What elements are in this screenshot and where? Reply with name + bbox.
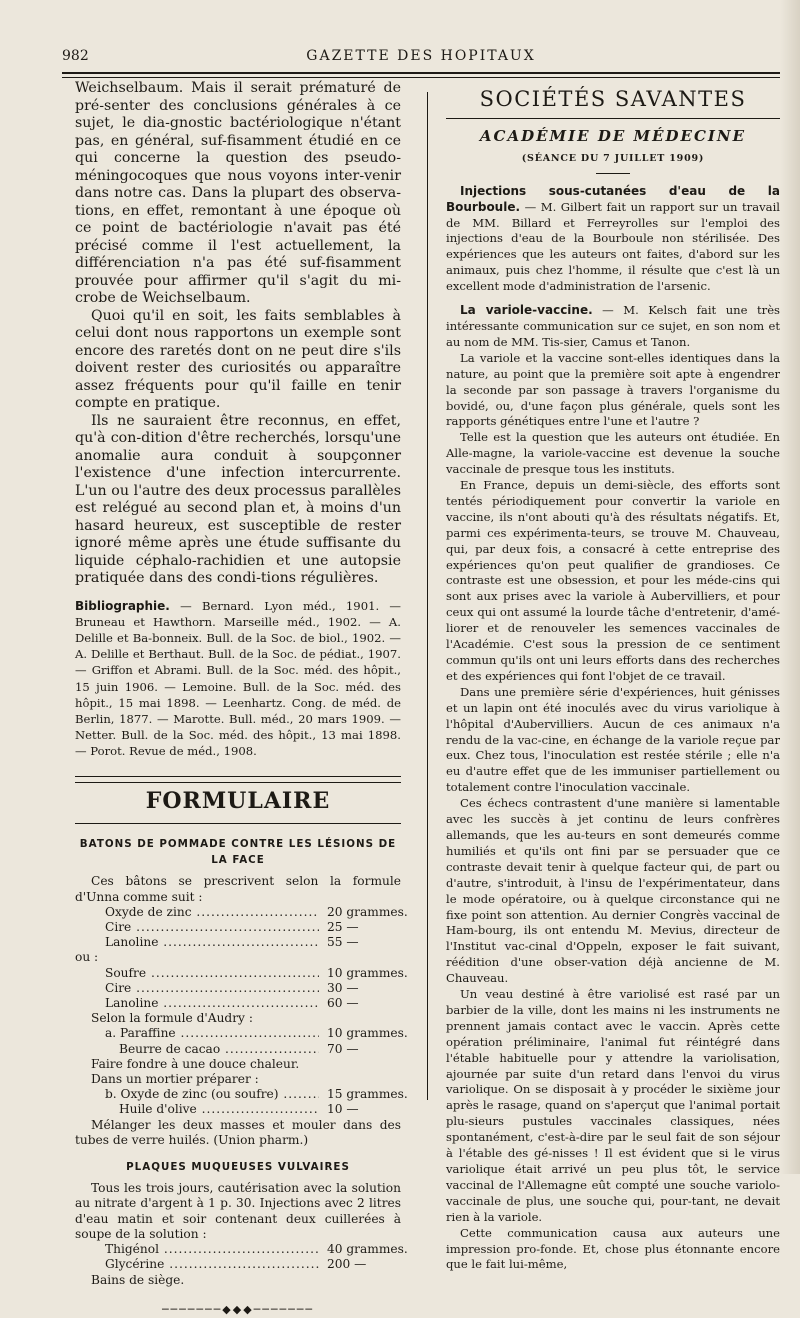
- ingredient-row: [75, 1242, 408, 1257]
- ingredient-row: [75, 920, 401, 935]
- societes-title: SOCIÉTÉS SAVANTES: [479, 87, 747, 111]
- header-rule-thin: [62, 77, 780, 78]
- ingredient-name: Glycérine .....: [105, 1257, 319, 1272]
- ingredient-qty: 30 —: [327, 980, 359, 995]
- short-rule: [596, 173, 630, 174]
- header-rule-thick: [62, 72, 780, 74]
- ingredient-row: [75, 935, 401, 950]
- ingredient-name: b. Oxyde de zinc (ou soufre) .....: [105, 1087, 319, 1102]
- running-title: GAZETTE DES HOPITAUX: [306, 48, 536, 64]
- paragraph-heading: Injections sous-cutanées d'eau de la Bourboule.: [446, 183, 780, 214]
- instruction: Mélanger les deux masses et mouler dans des tubes de verre huilés. (Union pharm.): [75, 1117, 401, 1147]
- ingredient-name: Lanoline .....: [105, 996, 319, 1011]
- paragraph: Ils ne sauraient être reconnus, en effet, qu'à con-dition d'être recherchés, lorsqu'une anomalie aura conduit à soupçonner l'existence d'une infection intercurrente. L'un ou l'autre des deux processus parallèles est relégué au second plan et, à moins d'un hasard heureux, est susceptible de rester ignoré même après une étude suffisante du liquide céphalo-rachidien et une autopsie pratiquée dans des condi-tions régulières.: [75, 412, 401, 586]
- paragraph: Telle est la question que les auteurs ont étudiée. En Alle-magne, la variole-vaccine est devenue la souche vaccinale de presque tous les instituts.: [446, 430, 780, 477]
- ingredient-row: [75, 904, 408, 920]
- ingredient-qty: 200 —: [327, 1257, 367, 1272]
- bibliography: [75, 598, 401, 760]
- ingredient-row: [75, 1087, 408, 1102]
- page-number: 982: [62, 48, 89, 64]
- page-header: [62, 44, 780, 68]
- ingredient-qty: 15 grammes.: [327, 1087, 408, 1102]
- ingredient-name: Cire .....: [105, 981, 319, 996]
- ingredient-qty: 60 —: [327, 996, 359, 1011]
- batons-heading: BATONS DE POMMADE CONTRE LES LÉSIONS DE LA FACE: [79, 837, 397, 867]
- paragraph: [446, 184, 780, 295]
- bibliography-label: Bibliographie.: [75, 598, 170, 613]
- ingredient-row: [75, 1026, 408, 1041]
- ingredient-name: Cire .....: [105, 920, 319, 935]
- paragraph: Quoi qu'il en soit, les faits semblables à celui dont nous rapportons un exemple sont encore des raretés dont on ne peut dire s'ils doivent rester des curiosités ou apparaître assez fréquents pour qu'il faille en tenir compte en pratique.: [75, 307, 401, 411]
- societes-rule: [446, 118, 780, 119]
- academy-title: ACADÉMIE DE MÉDECINE: [479, 126, 747, 145]
- paragraph: Weichselbaum. Mais il serait prématuré de pré-senter des conclusions générales à ce sujet, le dia-gnostic bactériologique n'étant pas, en général, suf-fisamment étudié en ce qui concerne la question des pseudo-méningocoques que nous voyons inter-venir dans notre cas. Dans la plupart des observa-tions, en effet, remontant à une époque où ce point de bactériologie n'avait pas été précisé comme il l'est actuellement, la différenciation n'a pas été suf-fisamment prouvée pour affirmer qu'il s'agit du mi-crobe de Weichselbaum.: [75, 80, 401, 306]
- column-divider: [427, 92, 428, 1100]
- instruction: Tous les trois jours, cautérisation avec la solution au nitrate d'argent à 1 p. 30. Injections avec 2 litres d'eau matin et soir contenant deux cuillerées à soupe de la solution :: [75, 1181, 401, 1241]
- ingredient-qty: 10 grammes.: [327, 965, 408, 980]
- ornament-divider: ───────◆◆◆───────: [161, 1302, 315, 1316]
- paragraph-heading: La variole-vaccine.: [460, 303, 593, 318]
- ingredient-qty: 10 —: [327, 1102, 359, 1117]
- ingredient-row: [75, 1257, 401, 1272]
- right-column: [446, 87, 781, 1273]
- ingredient-row: [75, 1102, 401, 1117]
- recipe-intro: Ces bâtons se prescrivent selon la formule d'Unna comme suit :: [75, 874, 401, 904]
- paragraph: La variole et la vaccine sont-elles identiques dans la nature, au point que la première soit apte à engendrer la seconde par son passage à travers l'organisme du bovidé, ou, d'une façon plus générale, quels sont les rapports génétiques entre l'une et l'autre ?: [446, 350, 780, 429]
- ingredient-name: Soufre .....: [105, 966, 319, 981]
- ingredient-name: Huile d'olive .....: [119, 1102, 319, 1117]
- ingredient-name: Lanoline .....: [105, 935, 319, 950]
- bibliography-text: — Bernard. Lyon méd., 1901. — Bruneau et Hawthorn. Marseille méd., 1902. — A. Delille et Ba-bonneix. Bull. de la Soc. de biol., 1902. — A. Delille et Berthaut. Bull. de la Soc. de pédiat., 1907. — Griffon et Abrami. Bull. de la Soc. méd. des hôpit., 15 juin 1906. — Lemoine. Bull. de la Soc. méd. des hôpit., 15 mai 1898. — Leenhartz. Cong. de méd. de Berlin, 1877. — Marotte. Bull. méd., 20 mars 1909. — Netter. Bull. de la Soc. méd. des hôpit., 13 mai 1898. — Porot. Revue de méd., 1908.: [75, 598, 401, 759]
- paragraph: [446, 303, 780, 351]
- ingredient-row: [75, 981, 401, 996]
- paragraph: Cette communication causa aux auteurs une impression pro-fonde. Et, chose plus étonnante encore que le fait lui-même,: [446, 1225, 780, 1272]
- ingredient-qty: 40 grammes.: [327, 1242, 408, 1257]
- plaques-heading: PLAQUES MUQUEUSES VULVAIRES: [126, 1161, 350, 1174]
- recipe-intro: Selon la formule d'Audry :: [91, 1011, 253, 1026]
- left-column: [75, 80, 408, 1318]
- paragraph: Dans une première série d'expériences, huit génisses et un lapin ont été inoculés avec du virus variolique à l'hôpital d'Aubervilliers. Aucun de ces animaux n'a rendu de la vac-cine, en échange de la variole reçue par eux. Chez tous, l'inoculation est restée stérile ; elle n'a eu d'autre effet que de les immuniser partiellement ou totalement contre l'inoculation vaccinale.: [446, 684, 780, 795]
- paragraph-text: — M. Gilbert fait un rapport sur un travail de MM. Billard et Ferreyrolles sur l'emploi des injections d'eau de la Bourboule non stérilisée. Des expériences que les auteurs ont faites, d'abord sur les animaux, puis chez l'homme, il résulte que c'est là un excellent mode d'administration de l'arsenic.: [446, 199, 780, 294]
- ingredient-row: [75, 965, 408, 981]
- instruction: Dans un mortier préparer :: [91, 1072, 259, 1087]
- ingredient-qty: 70 —: [327, 1041, 359, 1056]
- paragraph: Ces échecs contrastent d'une manière si lamentable avec les succès à jet continu de leurs confrères allemands, que les au-teurs en sont demeurés comme humiliés et qu'ils ont fini par se persuader que ce contraste devait tenir à quelque facteur qui, de part ou d'autre, s'introduit, à l'insu de l'expérimentateur, dans le mode opératoire, ou à quelque circonstance qui ne fixe point son attention. Au dernier Congrès vaccinal de Ham-bourg, ils ont entendu M. Mevius, directeur de l'Institut vac-cinal d'Oppeln, exposer le fait suivant, réédition d'une obser-vation déjà ancienne de M. Chauveau.: [446, 796, 780, 986]
- article-body: [75, 80, 401, 588]
- formulaire-rule: [75, 823, 401, 824]
- ingredient-qty: 20 grammes.: [327, 904, 408, 919]
- ingredient-row: [75, 996, 401, 1011]
- paragraph: Un veau destiné à être variolisé est rasé par un barbier de la ville, dont les mains ni les instruments ne prennent jamais contact avec le vaccin. Après cette opération préliminaire, l'animal fut réintégré dans l'étable habituelle pour y attendre la variolisation, ajournée par suite d'un retard dans l'envoi du virus variolique. On se disposait à y procéder le sixième jour après le rasage, quand on s'aperçut que l'animal portait plu-sieurs pustules vaccinales classiques, nées spontanément, c'est-à-dire par le seul fait de son séjour à l'étable des gé-nisses ! Il est évident que si le virus variolique était arrivé un peu plus tôt, le service vaccinal de l'Allemagne eût compté une souche variolo-vaccinale de plus, une souche qui, pour-tant, ne devait rien à la variole.: [446, 987, 780, 1224]
- recipe-ou: ou :: [75, 950, 99, 965]
- ingredient-qty: 55 —: [327, 935, 359, 950]
- formulaire-recipes: [75, 874, 408, 1287]
- ingredient-qty: 25 —: [327, 920, 359, 935]
- instruction: Faire fondre à une douce chaleur.: [91, 1056, 300, 1071]
- ingredient-row: [75, 1042, 401, 1057]
- paragraph: En France, depuis un demi-siècle, des efforts sont tentés périodiquement pour convertir la variole en vaccine, ils n'ont abouti qu'à des résultats négatifs. Et, parmi ces expérimenta-teurs, se trouve M. Chauveau, qui, par deux fois, a consacré à cette entreprise des expériences qu'on peut qualifier de grandioses. Ce contraste est une obsession, et pour les méde-cins qui sont aux prises avec la variole à Aubervilliers, et pour ceux qui ont assumé la lourde tâche d'entretenir, d'amé-liorer et de renouveler les semences vaccinales de l'Académie. C'est sous la pression de ce sentiment commun qu'ils ont uni leurs efforts dans des recherches et des expériences qui font l'objet de ce travail.: [446, 478, 780, 683]
- ingredient-name: Thigénol .....: [105, 1242, 319, 1257]
- paragraph-text: — M. Kelsch fait une très intéressante communication sur ce sujet, en son nom et au nom de MM. Tis-sier, Camus et Tanon.: [446, 303, 781, 349]
- instruction: Bains de siège.: [91, 1272, 185, 1287]
- ingredient-name: Oxyde de zinc .....: [105, 905, 319, 920]
- page-edge-shadow: [780, 0, 800, 1174]
- ingredient-name: Beurre de cacao .....: [119, 1042, 319, 1057]
- seance-date: (SÉANCE DU 7 JUILLET 1909): [521, 152, 705, 164]
- ingredient-name: a. Paraffine .....: [105, 1026, 319, 1041]
- ingredient-qty: 10 grammes.: [327, 1026, 408, 1041]
- formulaire-title: FORMULAIRE: [145, 787, 331, 814]
- section-divider: [75, 776, 401, 783]
